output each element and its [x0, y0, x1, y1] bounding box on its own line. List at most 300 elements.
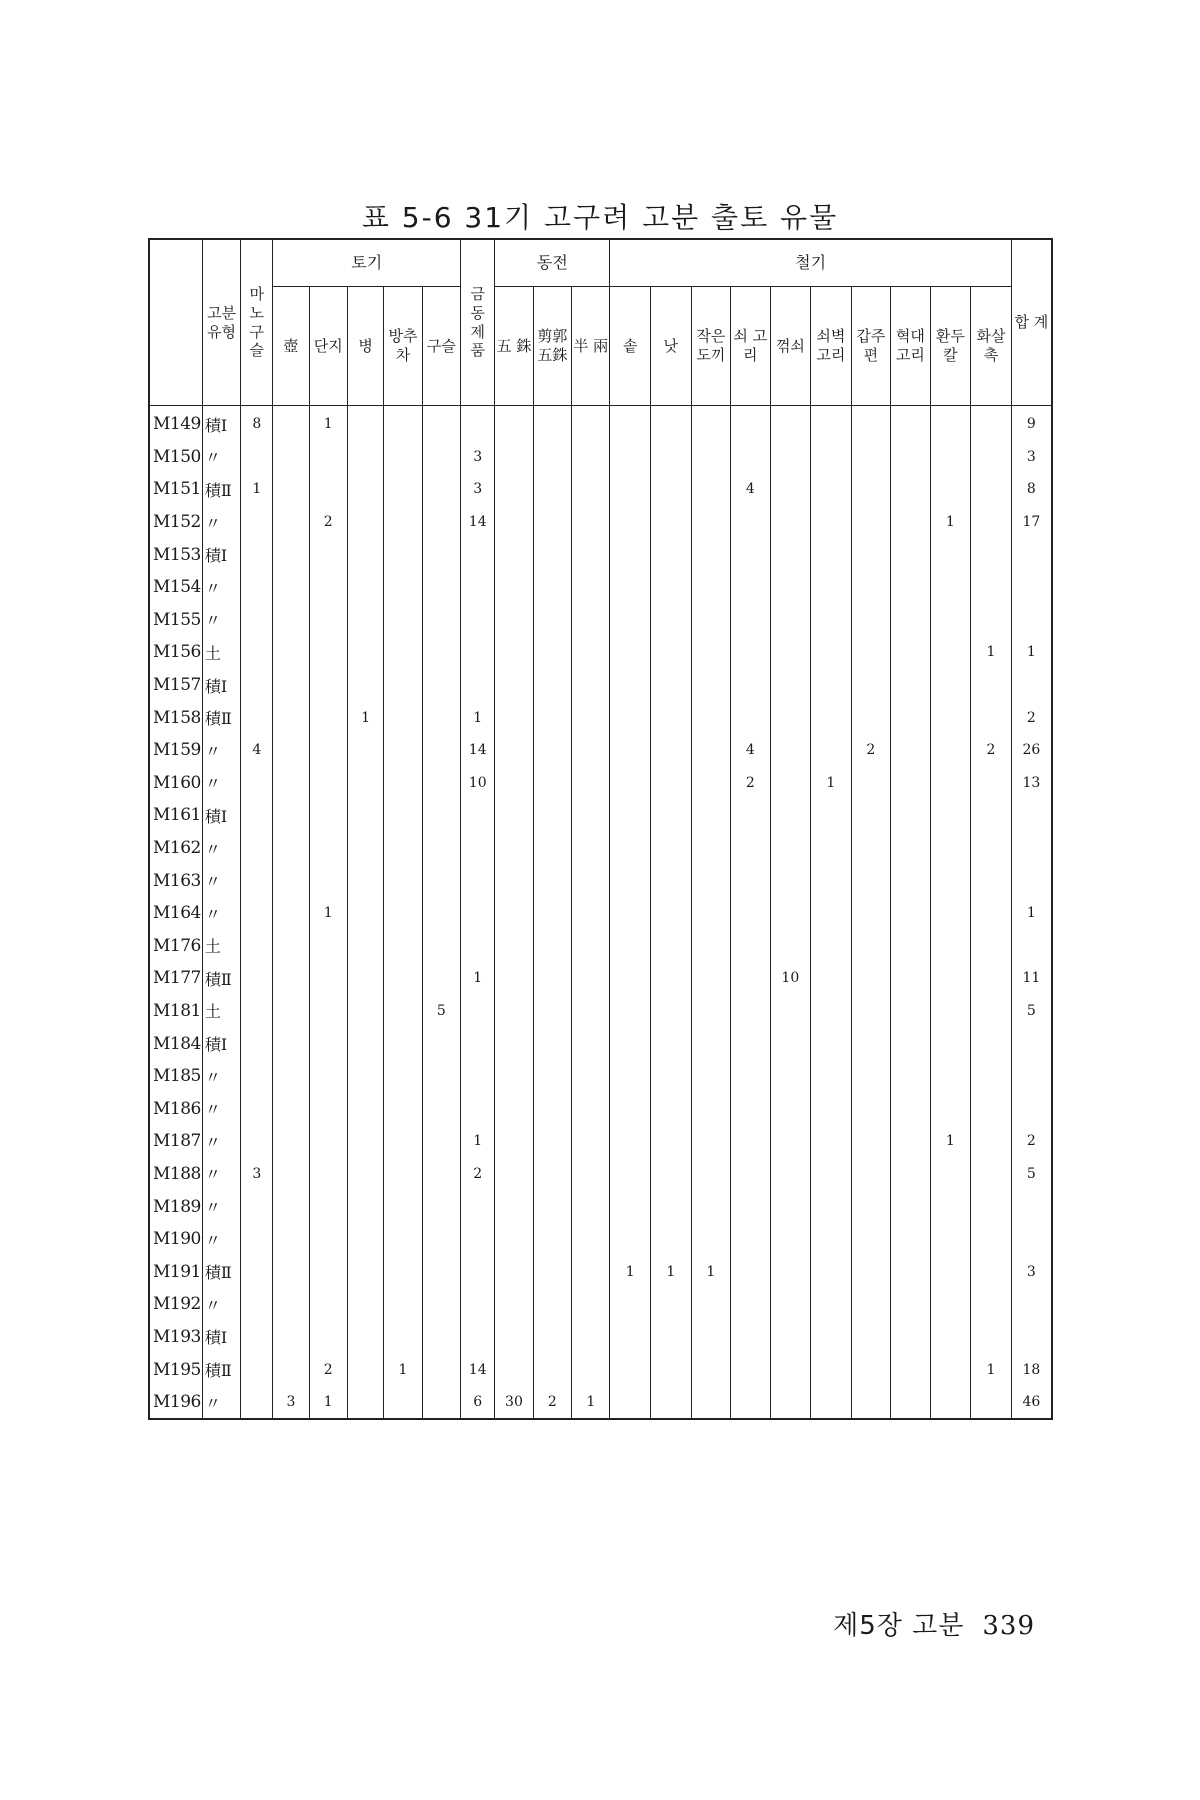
count-cell	[851, 864, 890, 897]
count-cell	[273, 1125, 309, 1158]
count-cell	[891, 1027, 930, 1060]
count-cell	[691, 669, 730, 702]
count-cell	[309, 571, 347, 604]
tomb-type-cell: 〃	[202, 1158, 240, 1191]
count-cell	[347, 832, 383, 865]
count-cell	[770, 930, 811, 963]
count-cell	[610, 669, 651, 702]
count-cell	[770, 1158, 811, 1191]
count-cell	[891, 995, 930, 1028]
count-cell	[347, 930, 383, 963]
count-cell	[770, 473, 811, 506]
count-cell	[851, 701, 890, 734]
count-cell	[610, 473, 651, 506]
count-cell	[811, 1092, 852, 1125]
count-cell	[971, 1288, 1012, 1321]
count-cell	[930, 1386, 971, 1420]
count-cell	[384, 1125, 422, 1158]
count-cell	[770, 506, 811, 539]
count-cell	[572, 832, 610, 865]
header-tomb-id	[149, 239, 202, 406]
count-cell	[384, 897, 422, 930]
tomb-id-cell: M188	[149, 1158, 202, 1191]
count-cell	[241, 1092, 273, 1125]
count-cell	[770, 1125, 811, 1158]
count-cell	[384, 1060, 422, 1093]
count-cell	[422, 1125, 460, 1158]
count-cell	[347, 538, 383, 571]
count-cell	[691, 1386, 730, 1420]
count-cell	[384, 799, 422, 832]
tomb-id-cell: M153	[149, 538, 202, 571]
tomb-id-cell: M157	[149, 669, 202, 702]
count-cell	[610, 1386, 651, 1420]
count-cell	[930, 734, 971, 767]
count-cell	[495, 1060, 533, 1093]
count-cell	[495, 930, 533, 963]
table-row	[149, 897, 1052, 930]
table-row	[149, 832, 1052, 865]
header-pottery-col: 壺	[273, 287, 309, 406]
count-cell	[731, 1353, 770, 1386]
count-cell	[770, 571, 811, 604]
tomb-type-cell: 〃	[202, 1060, 240, 1093]
count-cell	[461, 930, 495, 963]
count-cell	[273, 1321, 309, 1354]
count-cell	[610, 1321, 651, 1354]
count-cell	[691, 897, 730, 930]
count-cell	[533, 1125, 571, 1158]
count-cell	[811, 473, 852, 506]
count-cell	[384, 1092, 422, 1125]
count-cell	[891, 1288, 930, 1321]
count-cell: 14	[461, 506, 495, 539]
count-cell	[971, 1321, 1012, 1354]
tomb-id-cell: M190	[149, 1223, 202, 1256]
count-cell	[384, 571, 422, 604]
count-cell	[347, 1158, 383, 1191]
count-cell	[461, 406, 495, 441]
count-cell	[273, 1353, 309, 1386]
count-cell	[691, 1092, 730, 1125]
count-cell: 2	[731, 767, 770, 800]
count-cell	[691, 962, 730, 995]
count-cell	[384, 604, 422, 637]
count-cell	[273, 1255, 309, 1288]
count-cell	[691, 832, 730, 865]
count-cell	[610, 441, 651, 474]
count-cell	[811, 962, 852, 995]
count-cell	[691, 473, 730, 506]
count-cell	[241, 864, 273, 897]
count-cell	[731, 1027, 770, 1060]
table-row	[149, 1386, 1052, 1420]
count-cell	[533, 406, 571, 441]
count-cell	[273, 506, 309, 539]
count-cell	[651, 538, 692, 571]
table-row	[149, 1125, 1052, 1158]
count-cell	[610, 897, 651, 930]
tomb-type-cell: 〃	[202, 1386, 240, 1420]
count-cell	[610, 538, 651, 571]
count-cell	[347, 1353, 383, 1386]
count-cell	[930, 832, 971, 865]
count-cell	[241, 441, 273, 474]
count-cell	[241, 897, 273, 930]
count-cell	[770, 1060, 811, 1093]
count-cell	[347, 734, 383, 767]
count-cell	[533, 506, 571, 539]
count-cell	[273, 604, 309, 637]
count-cell	[572, 1092, 610, 1125]
count-cell	[930, 962, 971, 995]
count-cell	[851, 1288, 890, 1321]
count-cell	[610, 571, 651, 604]
count-cell	[422, 1060, 460, 1093]
count-cell	[891, 406, 930, 441]
count-cell	[384, 701, 422, 734]
count-cell	[495, 1190, 533, 1223]
count-cell	[691, 1060, 730, 1093]
tomb-id-cell: M195	[149, 1353, 202, 1386]
count-cell	[422, 767, 460, 800]
count-cell	[461, 1060, 495, 1093]
count-cell	[770, 538, 811, 571]
count-cell	[572, 1321, 610, 1354]
header-pottery-col: 단지	[309, 287, 347, 406]
count-cell: 1	[384, 1353, 422, 1386]
count-cell	[495, 636, 533, 669]
count-cell	[495, 864, 533, 897]
count-cell: 3	[241, 1158, 273, 1191]
count-cell	[347, 1190, 383, 1223]
count-cell	[347, 571, 383, 604]
count-cell	[572, 734, 610, 767]
count-cell	[691, 1027, 730, 1060]
count-cell	[241, 799, 273, 832]
count-cell	[384, 1255, 422, 1288]
count-cell	[273, 1092, 309, 1125]
count-cell	[971, 1060, 1012, 1093]
count-cell: 14	[461, 734, 495, 767]
count-cell	[891, 832, 930, 865]
count-cell	[422, 1092, 460, 1125]
count-cell	[811, 1158, 852, 1191]
count-cell	[495, 897, 533, 930]
count-cell	[572, 406, 610, 441]
count-cell	[971, 406, 1012, 441]
count-cell	[851, 1125, 890, 1158]
count-cell	[691, 1321, 730, 1354]
count-cell	[572, 1353, 610, 1386]
tomb-id-cell: M192	[149, 1288, 202, 1321]
count-cell	[651, 1353, 692, 1386]
count-cell	[971, 1125, 1012, 1158]
count-cell	[930, 864, 971, 897]
tomb-type-cell: 〃	[202, 1223, 240, 1256]
count-cell	[651, 1060, 692, 1093]
count-cell	[930, 473, 971, 506]
count-cell	[971, 1027, 1012, 1060]
count-cell	[384, 441, 422, 474]
tomb-type-cell: 〃	[202, 832, 240, 865]
count-cell	[811, 538, 852, 571]
count-cell	[273, 636, 309, 669]
count-cell	[309, 832, 347, 865]
table-row	[149, 473, 1052, 506]
header-pottery-group: 토기	[273, 239, 461, 287]
count-cell	[891, 506, 930, 539]
count-cell	[971, 506, 1012, 539]
count-cell	[347, 1223, 383, 1256]
count-cell	[651, 734, 692, 767]
tomb-type-cell: 土	[202, 995, 240, 1028]
count-cell	[930, 1288, 971, 1321]
tomb-type-cell: 積Ⅱ	[202, 1255, 240, 1288]
count-cell	[651, 441, 692, 474]
count-cell	[651, 571, 692, 604]
count-cell	[651, 799, 692, 832]
count-cell: 2	[971, 734, 1012, 767]
table-row	[149, 1190, 1052, 1223]
count-cell: 30	[495, 1386, 533, 1420]
count-cell	[533, 864, 571, 897]
count-cell	[533, 441, 571, 474]
count-cell	[731, 1190, 770, 1223]
count-cell: 14	[461, 1353, 495, 1386]
count-cell	[241, 995, 273, 1028]
tomb-type-cell: 〃	[202, 1092, 240, 1125]
count-cell	[930, 1092, 971, 1125]
count-cell: 1	[309, 1386, 347, 1420]
count-cell	[930, 1255, 971, 1288]
count-cell	[309, 864, 347, 897]
count-cell	[533, 897, 571, 930]
count-cell	[851, 1255, 890, 1288]
count-cell	[770, 1223, 811, 1256]
total-cell: 17	[1011, 506, 1052, 539]
count-cell	[851, 1060, 890, 1093]
header-iron-col: 솥	[610, 287, 651, 406]
count-cell	[241, 636, 273, 669]
count-cell	[891, 897, 930, 930]
count-cell	[495, 571, 533, 604]
count-cell	[572, 441, 610, 474]
count-cell	[691, 1190, 730, 1223]
count-cell	[384, 636, 422, 669]
count-cell	[691, 1223, 730, 1256]
count-cell	[731, 995, 770, 1028]
header-agate-beads: 마 노 구 슬	[241, 239, 273, 406]
count-cell	[851, 1027, 890, 1060]
count-cell	[731, 832, 770, 865]
header-iron-col: 환두 칼	[930, 287, 971, 406]
header-iron-col: 꺾쇠	[770, 287, 811, 406]
table-row	[149, 571, 1052, 604]
tomb-id-cell: M187	[149, 1125, 202, 1158]
count-cell	[384, 1321, 422, 1354]
count-cell: 4	[731, 473, 770, 506]
table-row	[149, 1255, 1052, 1288]
count-cell	[811, 1027, 852, 1060]
count-cell	[610, 734, 651, 767]
count-cell	[533, 1223, 571, 1256]
table-row	[149, 441, 1052, 474]
count-cell	[572, 604, 610, 637]
count-cell: 6	[461, 1386, 495, 1420]
count-cell	[461, 832, 495, 865]
count-cell	[241, 1125, 273, 1158]
count-cell	[495, 995, 533, 1028]
count-cell	[651, 962, 692, 995]
tomb-id-cell: M196	[149, 1386, 202, 1420]
count-cell	[241, 538, 273, 571]
count-cell	[572, 1125, 610, 1158]
count-cell	[851, 473, 890, 506]
count-cell	[610, 1190, 651, 1223]
count-cell	[811, 734, 852, 767]
total-cell	[1011, 832, 1052, 865]
count-cell	[572, 864, 610, 897]
count-cell	[971, 1190, 1012, 1223]
count-cell	[241, 1223, 273, 1256]
count-cell	[770, 1386, 811, 1420]
count-cell	[691, 799, 730, 832]
count-cell	[891, 1060, 930, 1093]
total-cell	[1011, 538, 1052, 571]
count-cell	[572, 1255, 610, 1288]
count-cell	[273, 1027, 309, 1060]
count-cell	[891, 1255, 930, 1288]
count-cell	[731, 636, 770, 669]
count-cell	[309, 734, 347, 767]
count-cell	[651, 767, 692, 800]
count-cell	[691, 734, 730, 767]
count-cell	[422, 669, 460, 702]
count-cell: 2	[851, 734, 890, 767]
count-cell	[851, 604, 890, 637]
table-row	[149, 1158, 1052, 1191]
count-cell	[533, 1190, 571, 1223]
page-footer	[833, 1605, 1035, 1642]
count-cell	[891, 604, 930, 637]
count-cell	[770, 636, 811, 669]
tomb-id-cell: M162	[149, 832, 202, 865]
count-cell	[811, 864, 852, 897]
table-row	[149, 1060, 1052, 1093]
header-iron-col: 쇠 고리	[731, 287, 770, 406]
header-iron-col: 갑주 편	[851, 287, 890, 406]
count-cell	[971, 473, 1012, 506]
count-cell	[572, 1190, 610, 1223]
count-cell	[930, 1223, 971, 1256]
count-cell	[533, 962, 571, 995]
table-row	[149, 1288, 1052, 1321]
count-cell	[273, 897, 309, 930]
count-cell	[347, 1255, 383, 1288]
count-cell	[731, 1255, 770, 1288]
count-cell	[770, 1288, 811, 1321]
count-cell	[731, 930, 770, 963]
count-cell	[384, 406, 422, 441]
count-cell	[572, 1288, 610, 1321]
count-cell	[461, 636, 495, 669]
count-cell	[572, 995, 610, 1028]
count-cell	[495, 1321, 533, 1354]
count-cell	[651, 864, 692, 897]
total-cell: 3	[1011, 1255, 1052, 1288]
count-cell	[461, 799, 495, 832]
count-cell	[891, 1158, 930, 1191]
count-cell	[273, 538, 309, 571]
count-cell	[347, 767, 383, 800]
count-cell	[384, 669, 422, 702]
count-cell	[971, 930, 1012, 963]
count-cell	[533, 1027, 571, 1060]
table-row	[149, 1353, 1052, 1386]
tomb-id-cell: M177	[149, 962, 202, 995]
count-cell	[572, 1158, 610, 1191]
count-cell	[811, 1288, 852, 1321]
count-cell	[309, 799, 347, 832]
count-cell	[851, 897, 890, 930]
count-cell	[610, 701, 651, 734]
count-cell	[691, 1288, 730, 1321]
count-cell	[891, 1386, 930, 1420]
count-cell	[384, 538, 422, 571]
count-cell: 8	[241, 406, 273, 441]
count-cell	[971, 1223, 1012, 1256]
count-cell	[731, 1158, 770, 1191]
count-cell: 1	[241, 473, 273, 506]
count-cell	[461, 1092, 495, 1125]
count-cell	[610, 1092, 651, 1125]
count-cell	[422, 1353, 460, 1386]
count-cell	[930, 701, 971, 734]
count-cell	[384, 864, 422, 897]
count-cell	[384, 832, 422, 865]
tomb-id-cell: M156	[149, 636, 202, 669]
total-cell	[1011, 1321, 1052, 1354]
count-cell	[610, 406, 651, 441]
count-cell	[347, 1027, 383, 1060]
count-cell	[811, 1321, 852, 1354]
count-cell	[731, 441, 770, 474]
total-cell	[1011, 799, 1052, 832]
count-cell	[273, 799, 309, 832]
count-cell	[495, 604, 533, 637]
count-cell	[691, 538, 730, 571]
count-cell	[971, 864, 1012, 897]
count-cell	[572, 473, 610, 506]
count-cell	[610, 604, 651, 637]
count-cell	[770, 406, 811, 441]
count-cell	[347, 1092, 383, 1125]
total-cell	[1011, 1190, 1052, 1223]
table-body	[149, 406, 1052, 1420]
count-cell	[422, 1255, 460, 1288]
count-cell	[651, 1190, 692, 1223]
header-coin-col: 剪郭 五銖	[533, 287, 571, 406]
count-cell: 2	[461, 1158, 495, 1191]
count-cell	[731, 669, 770, 702]
count-cell	[273, 571, 309, 604]
count-cell	[495, 962, 533, 995]
count-cell	[851, 1353, 890, 1386]
count-cell	[241, 1288, 273, 1321]
count-cell	[731, 1125, 770, 1158]
table-row	[149, 930, 1052, 963]
